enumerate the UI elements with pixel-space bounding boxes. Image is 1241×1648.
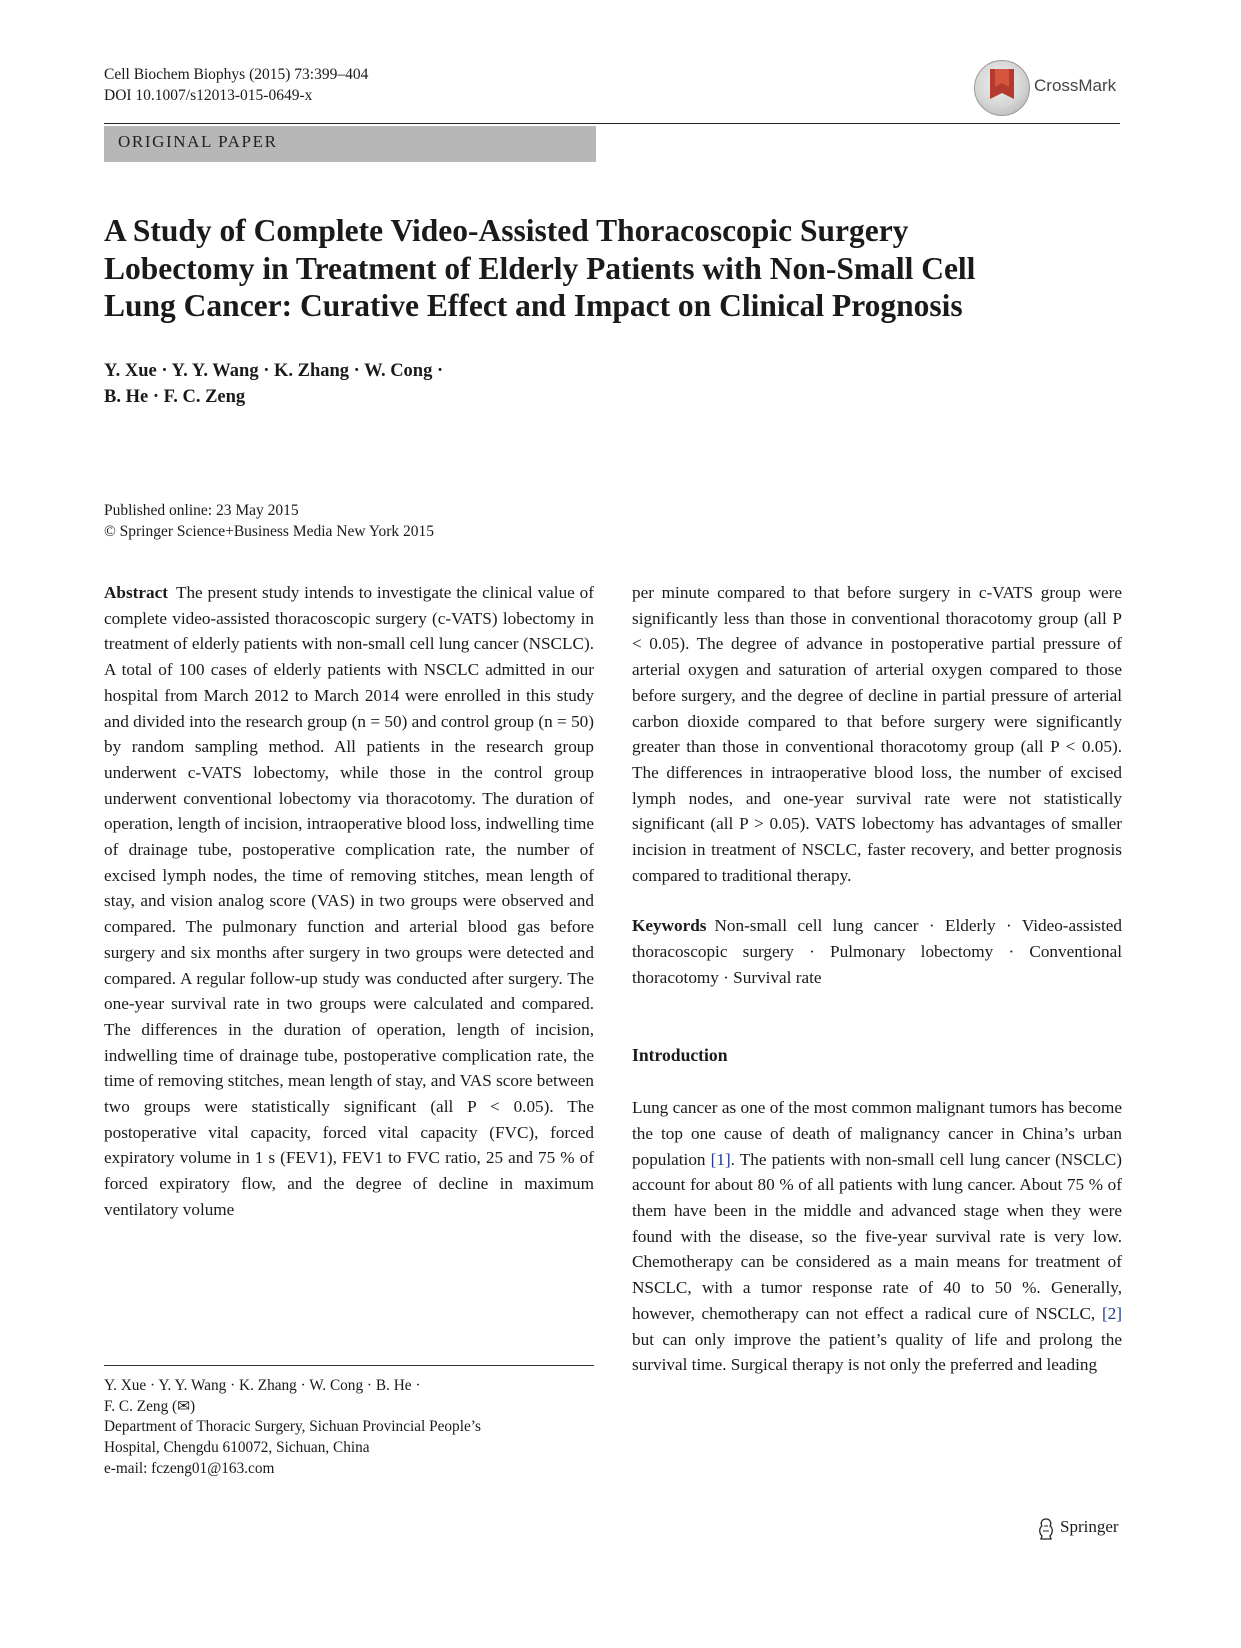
springer-horse-icon: [1036, 1517, 1056, 1541]
keywords-text: Non-small cell lung cancer · Elderly · Video-assisted thoracoscopic surgery · Pulmonary lobectomy · Conventional thoracotomy · Survival rate: [632, 916, 1122, 987]
affiliation: [104, 1376, 604, 1480]
article-title: [104, 212, 1134, 325]
abstract-label: Abstract: [104, 583, 168, 602]
article-type-banner: [104, 126, 596, 162]
journal-citation: Cell Biochem Biophys (2015) 73:399–404: [104, 66, 369, 83]
citation-link[interactable]: [2]: [1101, 1303, 1122, 1323]
abstract-continued: per minute compared to that before surgery in c-VATS group were significantly less than those in conventional thoracotomy group (all P < 0.05). The degree of advance in postoperative partial pressure of arterial oxygen and saturation of arterial oxygen compared to those before surgery, and the degree of decline in partial pressure of arterial carbon dioxide compared to that before surgery were significantly greater than those in conventional thoracotomy group (all P < 0.05). The differences in intraoperative blood loss, the number of excised lymph nodes, and one-year survival rate were not statistically significant (all P > 0.05). VATS lobectomy has advantages of smaller incision in treatment of NSCLC, faster recovery, and better prognosis compared to traditional therapy.: [632, 583, 1122, 885]
crossmark-icon: [974, 60, 1030, 116]
contact-email[interactable]: e-mail: fczeng01@163.com: [104, 1459, 275, 1477]
footnote-divider: [104, 1365, 594, 1366]
left-column: [104, 580, 594, 1223]
author-list: [104, 358, 443, 410]
keywords-label: Keywords: [632, 916, 707, 936]
keywords: [632, 913, 1122, 990]
abstract-text-left: The present study intends to investigate the clinical value of complete video-assisted thoracoscopic surgery (c-VATS) lobectomy in treatment of elderly patients with non-small cell lung cancer (NSCLC). A total of 100 cases of elderly patients with NSCLC admitted in our hospital from March 2012 to March 2014 were enrolled in this study and divided into the research group (n = 50) and control group (n = 50) by random sampling method. All patients in the research group underwent c-VATS lobectomy, while those in the control group underwent conventional lobectomy via thoracotomy. The duration of operation, length of incision, intraoperative blood loss, indwelling time of drainage tube, postoperative complication rate, the number of excised lymph nodes, the time of removing stitches, mean length of stay, and vision analog score (VAS) in two groups were observed and compared. The pulmonary function and arterial blood gas before surgery and six months after surgery in two groups were detected and compared. A regular follow-up study was conducted after surgery. The one-year survival rate in two groups were calculated and compared. The differences in the duration of operation, length of incision, indwelling time of drainage tube, postoperative complication rate, the time of removing stitches, mean length of stay, and VAS score between two groups were statistically significant (all P < 0.05). The postoperative vital capacity, forced vital capacity (FVC), forced expiratory volume in 1 s (FEV1), FEV1 to FVC ratio, 25 and 75 % of forced expiratory flow, and the degree of decline in maximum ventilatory volume: [104, 583, 594, 1219]
citation-link[interactable]: [1]: [710, 1149, 731, 1169]
authors-line: B. He · F. C. Zeng: [104, 387, 246, 407]
title-line: A Study of Complete Video-Assisted Thoracoscopic Surgery: [104, 213, 909, 248]
publisher-name: Springer: [1060, 1517, 1119, 1536]
introduction-heading: Introduction: [632, 1044, 728, 1065]
copyright: © Springer Science+Business Media New York 2015: [104, 523, 435, 540]
intro-part: but can only improve the patient’s quality of life and prolong the survival time. Surgical therapy is not only the preferred and leading: [632, 1329, 1122, 1375]
doi[interactable]: DOI 10.1007/s12013-015-0649-x: [104, 87, 313, 104]
publication-info: [104, 500, 434, 542]
crossmark-label: CrossMark: [1034, 76, 1117, 95]
journal-header: [104, 64, 368, 106]
crossmark-badge[interactable]: [974, 60, 1134, 120]
affiliation-department: Hospital, Chengdu 610072, Sichuan, China: [104, 1439, 370, 1457]
affiliation-department: Department of Thoracic Surgery, Sichuan Provincial People’s: [104, 1418, 481, 1436]
title-line: Lung Cancer: Curative Effect and Impact on Clinical Prognosis: [104, 288, 963, 323]
authors-line: Y. Xue · Y. Y. Wang · K. Zhang · W. Cong ·: [104, 361, 444, 381]
introduction-text: [632, 1095, 1122, 1378]
article-type-label: ORIGINAL PAPER: [118, 132, 278, 151]
affiliation-authors: F. C. Zeng (✉): [104, 1397, 196, 1415]
right-column: [632, 580, 1122, 1378]
intro-part: . The patients with non-small cell lung cancer (NSCLC) account for about 80 % of all patients with lung cancer. About 75 % of them have been in the middle and advanced stage when they were found with the disease, so the five-year survival rate is very low. Chemotherapy can be considered as a main means for treatment of NSCLC, with a tumor response rate of 40 to 50 %. Generally, however, chemotherapy can not effect a radical cure of NSCLC,: [632, 1149, 1122, 1323]
affiliation-authors: Y. Xue · Y. Y. Wang · K. Zhang · W. Cong · B. He ·: [104, 1377, 421, 1394]
title-line: Lobectomy in Treatment of Elderly Patients with Non-Small Cell: [104, 250, 976, 286]
intro-part: Lung cancer as one of the most common malignant tumors has become the top one cause of death of malignancy cancer in China’s urban population: [632, 1098, 1122, 1169]
header-divider: [104, 123, 1120, 124]
published-date: Published online: 23 May 2015: [104, 502, 299, 519]
abstract: [104, 580, 594, 1223]
